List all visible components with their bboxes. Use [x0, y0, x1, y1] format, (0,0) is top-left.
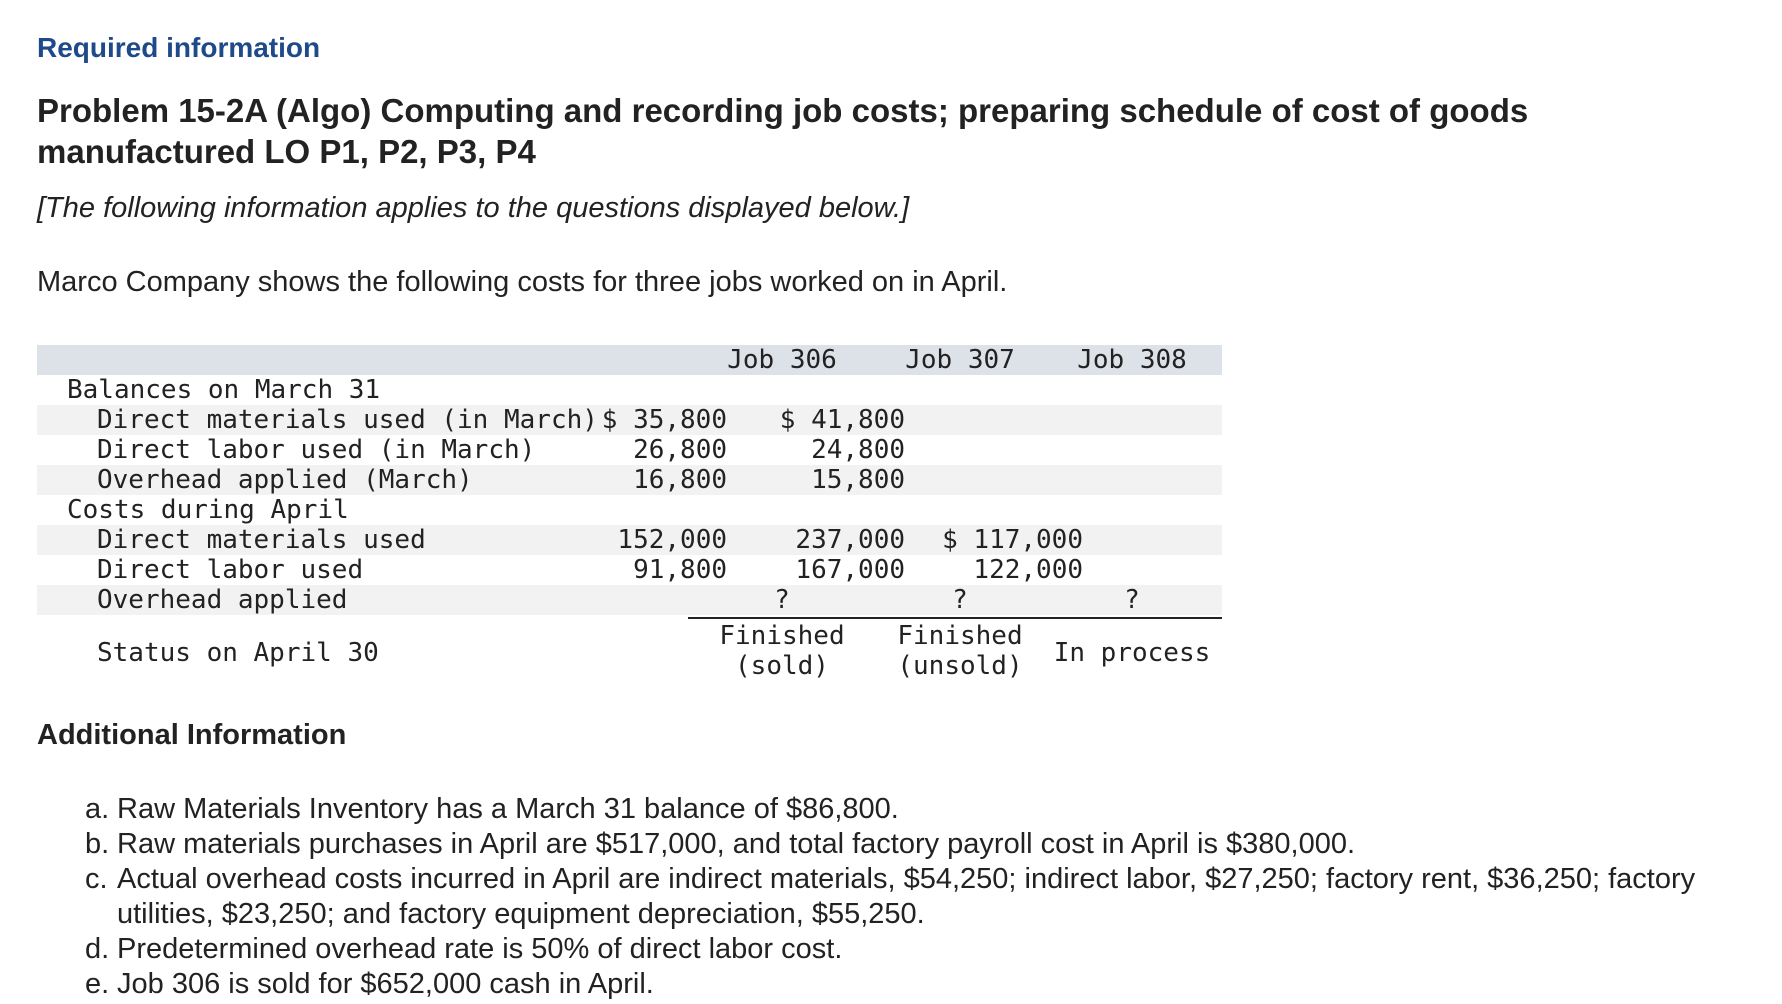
list-item-text: Raw Materials Inventory has a March 31 balance of $86,800.	[117, 793, 899, 825]
cell-value: 152,000	[617, 525, 727, 555]
status-line: (sold)	[735, 651, 829, 681]
list-marker: a.	[85, 793, 110, 825]
additional-information-list	[85, 792, 1765, 1002]
table-header-row	[37, 345, 1222, 375]
row-label: Direct materials used	[97, 525, 426, 555]
status-line: In process	[1053, 638, 1211, 668]
status-job-306	[687, 621, 877, 681]
list-item	[85, 792, 1765, 827]
list-item	[85, 932, 1765, 967]
cell-value: 122,000	[973, 555, 1083, 585]
column-header-job-306: Job 306	[727, 345, 837, 375]
cell-value: 24,800	[811, 435, 905, 465]
problem-title: Problem 15-2A (Algo) Computing and recording job costs; preparing schedule of cost of goods manufactured LO P1, P2, P3, P4	[37, 92, 1529, 170]
list-item	[85, 862, 1765, 932]
section-heading: Costs during April	[67, 495, 349, 525]
table-row	[37, 435, 1222, 465]
row-label: Direct materials used (in March)	[97, 405, 598, 435]
total-rule-divider	[688, 617, 1222, 619]
row-label: Overhead applied	[97, 585, 348, 615]
list-marker: b.	[85, 828, 110, 860]
status-line: Finished	[897, 621, 1023, 651]
instruction-note: [The following information applies to the questions displayed below.]	[37, 192, 910, 224]
table-row	[37, 555, 1222, 585]
cell-value: 91,800	[633, 555, 727, 585]
row-label: Status on April 30	[97, 638, 379, 668]
list-marker: e.	[85, 968, 110, 1000]
cell-value: 15,800	[811, 465, 905, 495]
intro-text: Marco Company shows the following costs for three jobs worked on in April.	[37, 266, 1008, 298]
column-header-job-307: Job 307	[905, 345, 1015, 375]
required-information-heading: Required information	[37, 32, 321, 63]
list-item-text: Job 306 is sold for $652,000 cash in April.	[117, 968, 654, 1000]
row-label: Overhead applied (March)	[97, 465, 473, 495]
status-job-307	[865, 621, 1055, 681]
list-item-text: Actual overhead costs incurred in April are indirect materials, $54,250; indirect labor, $27,250; factory rent, $36,250; factory utilities, $23,250; and factory equipment depreciation, $55,250.	[117, 863, 1696, 930]
status-line: Finished	[719, 621, 845, 651]
cell-value: 26,800	[633, 435, 727, 465]
cell-value: 167,000	[795, 555, 905, 585]
cell-value: 237,000	[795, 525, 905, 555]
section-heading-row	[37, 495, 1222, 525]
cell-value: $ 117,000	[942, 525, 1083, 555]
table-row	[37, 405, 1222, 435]
status-line: (unsold)	[897, 651, 1023, 681]
list-item-text: Raw materials purchases in April are $517,000, and total factory payroll cost in April is $380,000.	[117, 828, 1356, 860]
cell-value: ?	[1124, 585, 1140, 615]
list-item-text: Predetermined overhead rate is 50% of direct labor cost.	[117, 933, 843, 965]
table-row	[37, 585, 1222, 615]
cell-value: ?	[952, 585, 968, 615]
row-label: Direct labor used (in March)	[97, 435, 536, 465]
cell-value: 16,800	[633, 465, 727, 495]
list-item	[85, 967, 1765, 1002]
cell-value: ?	[774, 585, 790, 615]
table-row	[37, 525, 1222, 555]
section-heading-row	[37, 375, 1222, 405]
status-job-308	[1043, 638, 1221, 668]
list-marker: d.	[85, 933, 110, 965]
status-row	[37, 621, 1222, 687]
row-label: Direct labor used	[97, 555, 364, 585]
additional-information-heading: Additional Information	[37, 719, 347, 751]
list-item	[85, 827, 1765, 862]
table-row	[37, 465, 1222, 495]
cell-value: $ 41,800	[779, 405, 905, 435]
list-marker: c.	[85, 863, 108, 895]
cell-value: $ 35,800	[601, 405, 727, 435]
section-heading: Balances on March 31	[67, 375, 381, 405]
column-header-job-308: Job 308	[1077, 345, 1187, 375]
